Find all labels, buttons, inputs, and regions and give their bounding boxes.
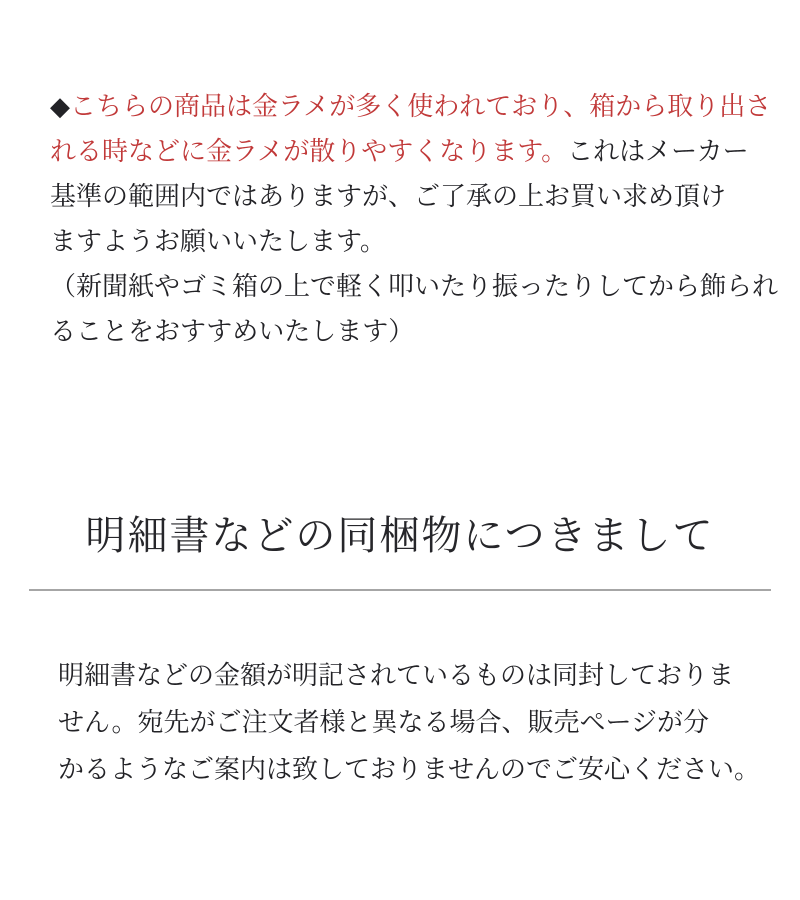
included-items-paragraph	[58, 653, 768, 794]
notice-text-run: ることをおすすめいたします）	[50, 317, 415, 347]
diamond-bullet-icon: ◆	[50, 92, 70, 122]
notice-line	[50, 130, 765, 175]
heading-divider	[29, 589, 771, 591]
notice-line	[50, 85, 772, 130]
included-note-line: 明細書などの金額が明記されているものは同封しておりま	[58, 661, 735, 691]
notice-text-run: これはメーカー	[567, 137, 749, 167]
notice-text-run: ますようお願いいたします。	[50, 227, 386, 257]
notice-line	[50, 220, 765, 265]
notice-line	[50, 265, 779, 310]
glitter-caution-paragraph	[50, 85, 779, 355]
notice-text-run: （新聞紙やゴミ箱の上で軽く叩いたり振ったりしてから飾られ	[50, 272, 779, 302]
notice-line	[50, 310, 765, 355]
notice-line	[50, 175, 765, 220]
notice-text-run: こちらの商品は金ラメが多く使われており、箱から取り出さ	[70, 92, 772, 122]
notice-text-run: れる時などに金ラメが散りやすくなります。	[50, 137, 568, 167]
included-note-line: せん。宛先がご注文者様と異なる場合、販売ページが分	[58, 708, 710, 738]
notice-text-run: 基準の範囲内ではありますが、ご了承の上お買い求め頂け	[50, 182, 727, 212]
included-note-line: かるようなご案内は致しておりませんのでご安心ください。	[58, 755, 761, 785]
section-heading: 明細書などの同梱物につきまして	[85, 513, 715, 559]
